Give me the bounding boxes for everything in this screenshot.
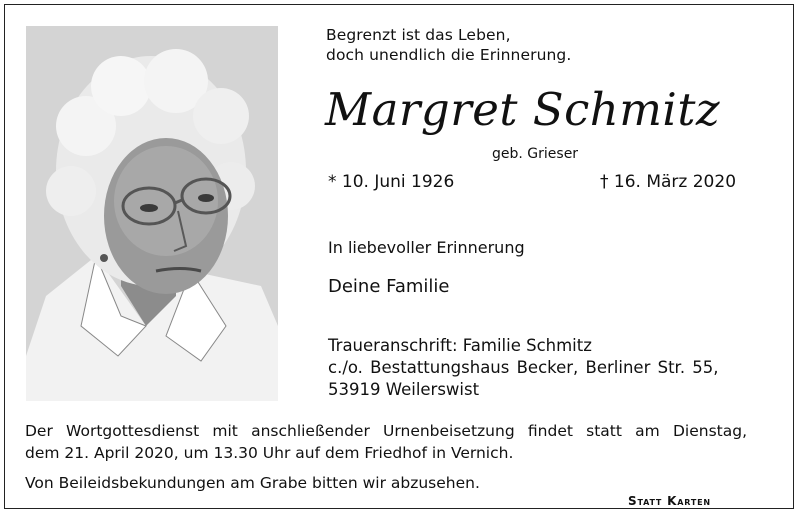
portrait-photo (26, 26, 278, 401)
portrait-illustration (26, 26, 278, 401)
mourning-address (328, 335, 748, 401)
service-announcement (25, 420, 747, 464)
address-line-1: Traueranschrift: Familie Schmitz (328, 336, 592, 355)
quote-line-1: Begrenzt ist das Leben, (326, 26, 511, 44)
address-line-3: 53919 Weilerswist (328, 380, 480, 399)
service-line-1: Der Wortgottesdienst mit anschließender Urnenbeisetzung findet statt am Dienstag, (25, 422, 747, 440)
quote-line-2: doch unendlich die Erinnerung. (326, 46, 572, 64)
memory-line: In liebevoller Erinnerung (328, 238, 525, 257)
service-line-2: dem 21. April 2020, um 13.30 Uhr auf dem Friedhof in Vernich. (25, 444, 514, 462)
death-date: † 16. März 2020 (600, 172, 737, 192)
birth-date: * 10. Juni 1926 (328, 172, 455, 192)
condolence-note: Von Beileidsbekundungen am Grabe bitten wir abzusehen. (25, 474, 480, 492)
statt-karten-label: Statt Karten (628, 494, 711, 508)
address-line-2: c./o. Bestattungshaus Becker, Berliner Str. 55, (328, 358, 719, 377)
obituary-notice (4, 4, 794, 509)
deceased-name: Margret Schmitz (325, 83, 721, 136)
maiden-name: geb. Grieser (492, 146, 579, 162)
signed-family: Deine Familie (328, 276, 450, 297)
memorial-quote (326, 25, 571, 65)
